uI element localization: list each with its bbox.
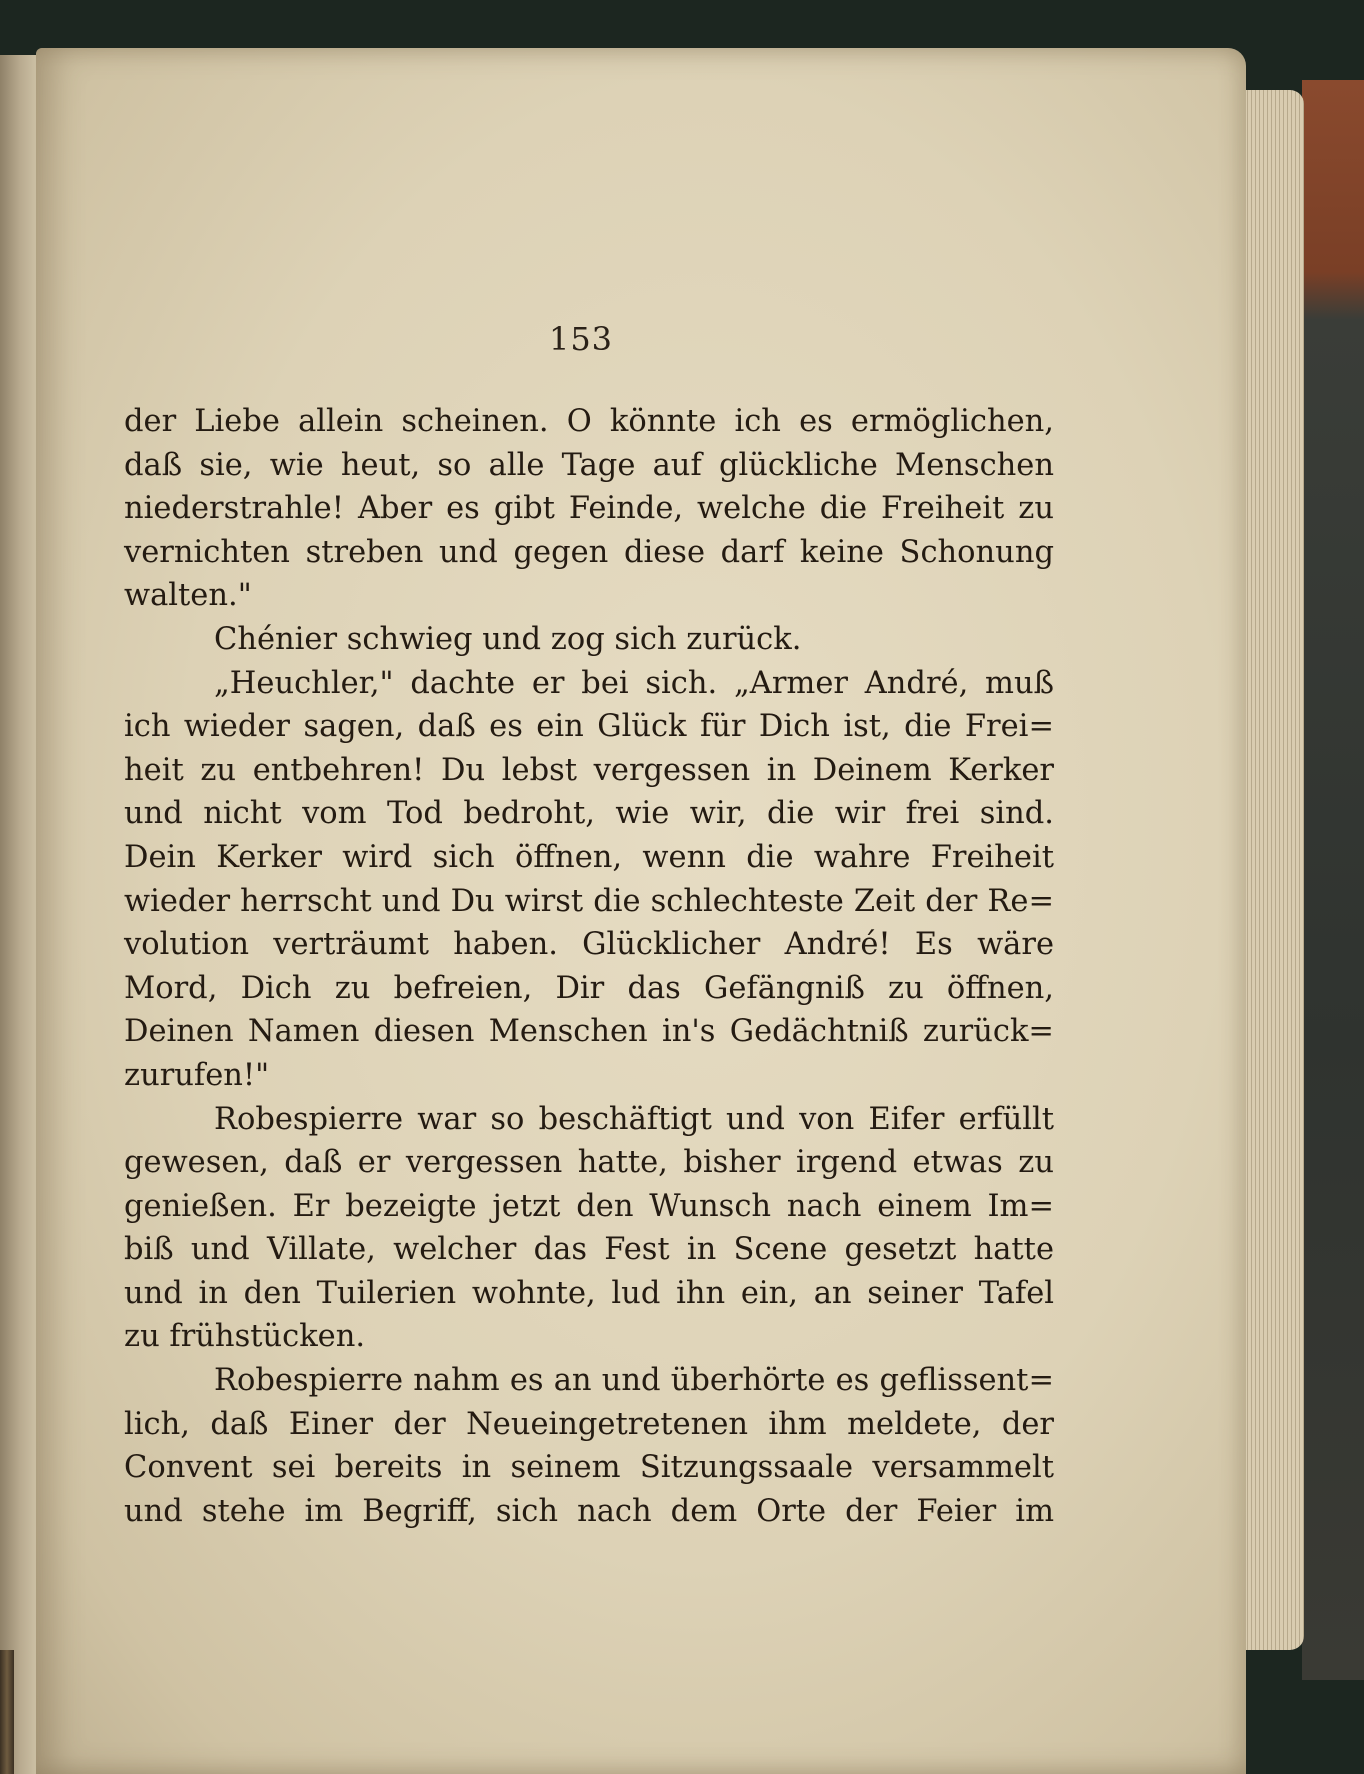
text-line: biß und Villate, welcher das Fest in Scene gesetzt hatte xyxy=(124,1232,1054,1268)
text-line: Robespierre war so beschäftigt und von Eifer erfüllt xyxy=(214,1101,1054,1137)
text-line: wieder herrscht und Du wirst die schlechteste Zeit der Re= xyxy=(124,883,1054,919)
text-line: und in den Tuilerien wohnte, lud ihn ein, an seiner Tafel xyxy=(124,1275,1054,1311)
text-line: niederstrahle! Aber es gibt Feinde, welche die Freiheit zu xyxy=(124,491,1054,527)
book-cover-edge xyxy=(1302,80,1364,1680)
text-line: Dein Kerker wird sich öffnen, wenn die wahre Freiheit xyxy=(124,839,1054,875)
text-line: ich wieder sagen, daß es ein Glück für Dich ist, die Frei= xyxy=(124,709,1054,745)
text-line: zu frühstücken. xyxy=(124,1319,366,1355)
page-number: 153 xyxy=(548,320,614,358)
text-line: der Liebe allein scheinen. O könnte ich es ermöglichen, xyxy=(124,404,1054,439)
book-page xyxy=(36,48,1246,1774)
text-line: daß sie, wie heut, so alle Tage auf glückliche Menschen xyxy=(124,447,1054,483)
text-line: Mord, Dich zu befreien, Dir das Gefängniß zu öffnen, xyxy=(124,970,1054,1006)
bookmark-ribbon xyxy=(0,1650,14,1774)
text-line: Robespierre nahm es an und überhörte es geflissent= xyxy=(214,1363,1054,1399)
text-line: und stehe im Begriff, sich nach dem Orte der Feier im xyxy=(124,1493,1054,1529)
text-line: Convent sei bereits in seinem Sitzungssaale versammelt xyxy=(124,1450,1054,1486)
text-line: lich, daß Einer der Neueingetretenen ihm meldete, der xyxy=(124,1406,1054,1442)
text-line: Deinen Namen diesen Menschen in's Gedächtniß zurück= xyxy=(124,1014,1054,1050)
page-text xyxy=(124,400,1054,1533)
text-line: und nicht vom Tod bedroht, wie wir, die wir frei sind. xyxy=(124,796,1054,832)
text-line: genießen. Er bezeigte jetzt den Wunsch nach einem Im= xyxy=(124,1188,1054,1224)
text-line: gewesen, daß er vergessen hatte, bisher irgend etwas zu xyxy=(124,1145,1054,1181)
text-line: volution verträumt haben. Glücklicher André! Es wäre xyxy=(124,927,1054,963)
text-line: walten." xyxy=(124,578,252,614)
text-line: zurufen!" xyxy=(124,1057,270,1093)
text-line: heit zu entbehren! Du lebst vergessen in Deinem Kerker xyxy=(124,752,1054,788)
text-line: Chénier schwieg und zog sich zurück. xyxy=(214,621,802,657)
text-line: vernichten streben und gegen diese darf keine Schonung xyxy=(124,534,1054,570)
text-line: „Heuchler," dachte er bei sich. „Armer André, muß xyxy=(214,665,1054,701)
